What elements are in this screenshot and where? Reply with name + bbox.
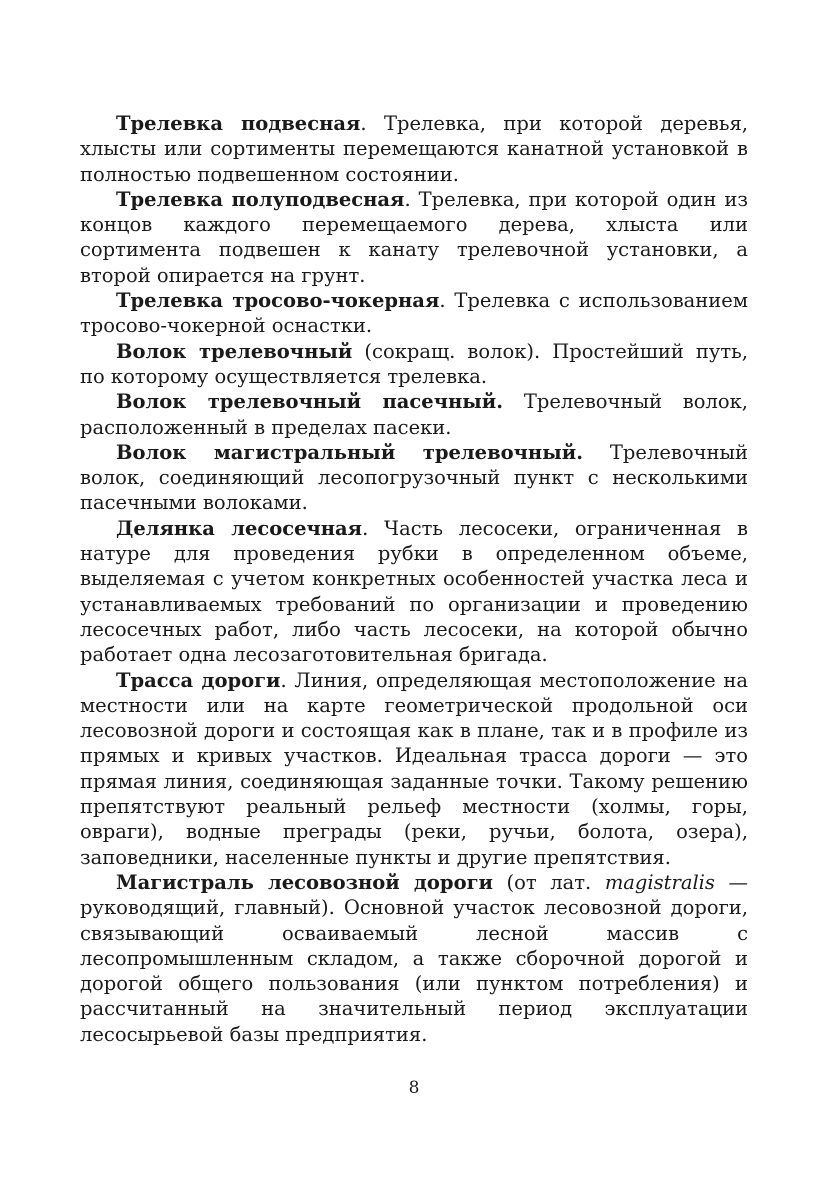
entry-definition: . Линия, определяющая местоположение на местности или на карте геометрической продольной оси лесовозной дороги и состоящая как в плане, так и в профиле из прямых и кривых участков. Идеальная трасса дороги — это прямая линия, соединяющая заданные точки. Такому решению препятствуют реальный рельеф местности (холмы, горы, овраги), водные преграды (реки, ручьи, болота, озера), заповедники, населенные пункты и другие препятствия.: [80, 668, 748, 869]
entry-definition: Трелевочный волок, соединяющий лесопогрузочный пункт с несколькими пасечными волоками.: [80, 440, 748, 515]
entry-definition: . Трелевка, при которой один из концов каждого перемещаемого дерева, хлыста или сортимента подвешен к канату трелевочной установки, а второй опирается на грунт.: [80, 187, 748, 287]
glossary-entry: [80, 187, 748, 288]
entry-definition: Трелевочный волок, расположенный в пределах пасеки.: [80, 390, 748, 439]
glossary-entry: [80, 440, 748, 516]
entry-term: Трелевка полуподвесная: [116, 187, 405, 211]
entry-term: Трасса дороги: [116, 668, 281, 692]
glossary-entry: [80, 668, 748, 870]
entry-term: Делянка лесосечная: [116, 516, 363, 540]
entry-definition-part: (от лат.: [492, 870, 605, 894]
entry-term: Трелевка подвесная: [116, 112, 361, 135]
page-number: 8: [408, 1078, 420, 1098]
entry-definition: . Часть лесосеки, ограниченная в натуре для проведения рубки в определенном объеме, выделяемая с учетом конкретных особенностей участка леса и устанавливаемых требований по организации и проведению лесосечных работ, либо часть лесосеки, на которой обычно работает одна лесозаготовительная бригада.: [80, 516, 748, 667]
entry-term: Магистраль лесовозной дороги: [116, 870, 493, 894]
latin-word: magistralis: [604, 870, 715, 894]
entry-definition-part: — руководящий, главный). Основной участок лесовозной дороги, связывающий осваиваемый лесной массив с лесопромышленным складом, а также сборочной дорогой и дорогой общего пользования (или пунктом потребления) и рассчитанный на значительный период эксплуатации лесосырьевой базы предприятия.: [80, 870, 748, 1046]
glossary-entry: [80, 870, 748, 1047]
glossary-entry: [80, 516, 748, 668]
entry-term: Трелевка тросово-чокерная: [116, 289, 440, 313]
glossary-entry: [80, 288, 748, 339]
entry-term: Волок трелевочный: [116, 339, 353, 363]
entry-term: Волок магистральный трелевочный.: [116, 440, 583, 464]
entry-definition: . Трелевка с использованием тросово-чокерной оснастки.: [80, 289, 749, 338]
glossary-entry: [80, 339, 748, 390]
entry-term: Волок трелевочный пасечный.: [116, 390, 504, 414]
glossary-entry: [80, 389, 748, 440]
entry-definition: (сокращ. волок). Простейший путь, по которому осуществляется трелевка.: [80, 339, 748, 388]
entry-definition: . Трелевка, при которой деревья, хлысты или сортименты перемещаются канатной установкой в полностью подвешенном состоянии.: [80, 112, 748, 186]
glossary-text: [80, 111, 748, 1047]
glossary-entry: [80, 111, 748, 187]
